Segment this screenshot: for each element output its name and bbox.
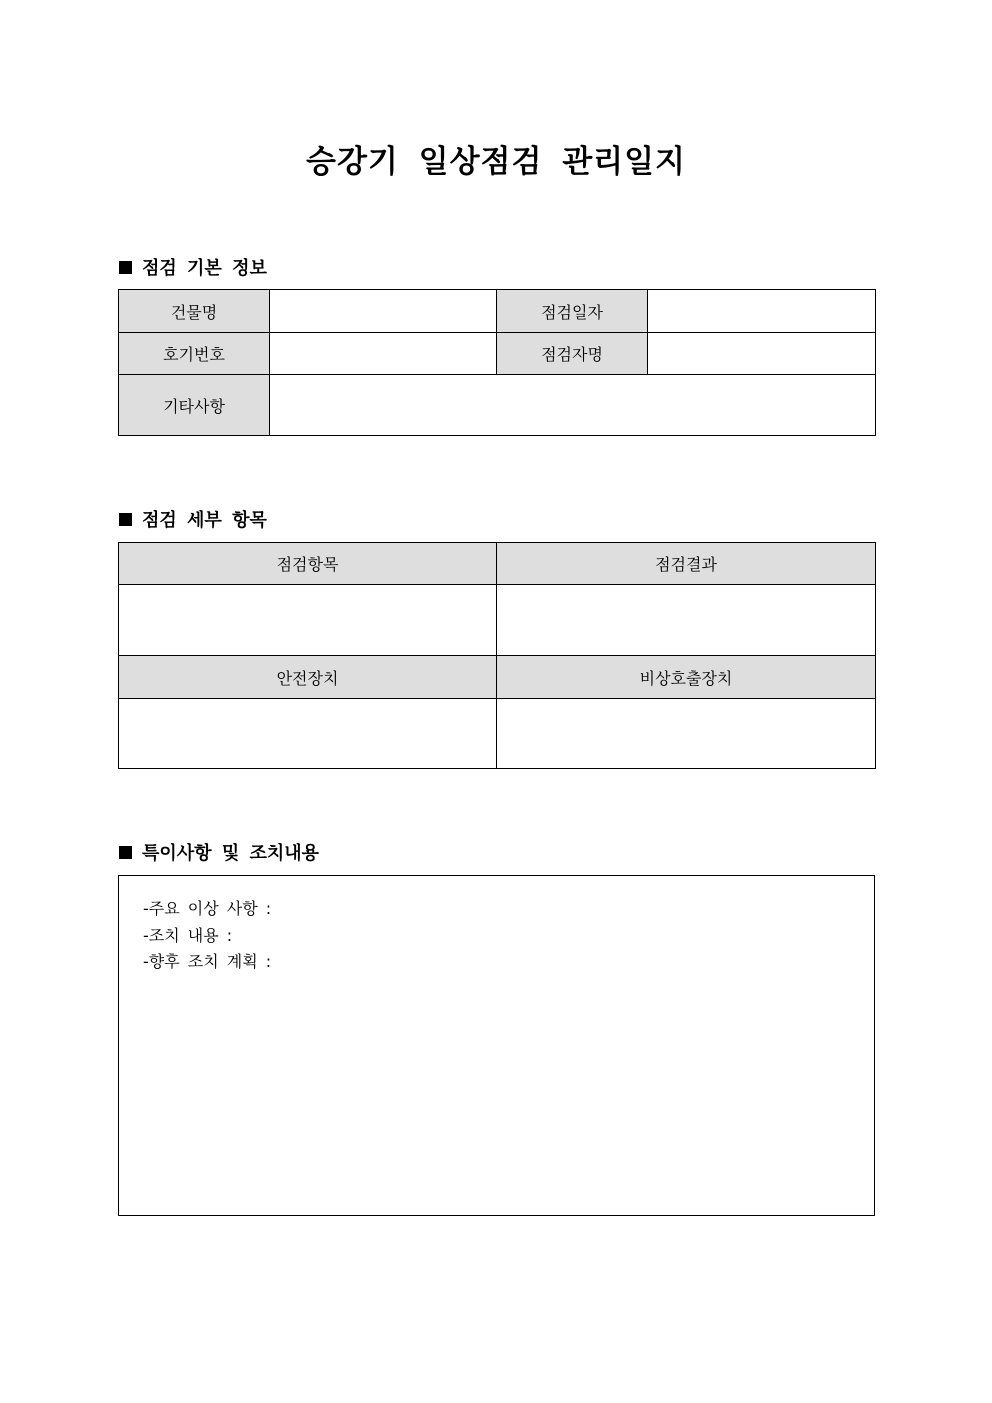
building-name-label: 건물명 bbox=[119, 290, 270, 333]
table-row bbox=[119, 656, 876, 699]
remarks-box[interactable] bbox=[118, 875, 875, 1216]
details-table bbox=[118, 542, 876, 769]
square-bullet-icon bbox=[119, 513, 132, 526]
remark-line-main-issues[interactable]: -주요 이상 사항 : bbox=[143, 899, 272, 918]
other-notes-label: 기타사항 bbox=[119, 375, 270, 436]
square-bullet-icon bbox=[119, 846, 132, 859]
building-name-field[interactable] bbox=[270, 290, 497, 333]
basic-info-table bbox=[118, 289, 876, 436]
table-row bbox=[119, 543, 876, 585]
table-row bbox=[119, 585, 876, 656]
section-heading-basic-info bbox=[119, 254, 267, 280]
unit-number-field[interactable] bbox=[270, 333, 497, 375]
table-row bbox=[119, 290, 876, 333]
emergency-call-field[interactable] bbox=[497, 699, 876, 769]
table-row bbox=[119, 333, 876, 375]
inspection-result-header: 점검결과 bbox=[497, 543, 876, 585]
square-bullet-icon bbox=[119, 261, 132, 274]
table-row bbox=[119, 699, 876, 769]
other-notes-field[interactable] bbox=[270, 375, 876, 436]
inspector-name-field[interactable] bbox=[648, 333, 876, 375]
remarks-lines bbox=[143, 896, 271, 976]
table-row bbox=[119, 375, 876, 436]
inspection-date-field[interactable] bbox=[648, 290, 876, 333]
inspector-name-label: 점검자명 bbox=[497, 333, 648, 375]
inspection-date-label: 점검일자 bbox=[497, 290, 648, 333]
remark-line-future-plan[interactable]: -향후 조치 계획 : bbox=[143, 952, 272, 971]
section-heading-remarks bbox=[119, 839, 319, 865]
page-title: 승강기 일상점검 관리일지 bbox=[306, 144, 686, 180]
inspection-item-field[interactable] bbox=[119, 585, 497, 656]
remark-line-actions-taken[interactable]: -조치 내용 : bbox=[143, 925, 233, 945]
section-heading-text: 점검 기본 정보 bbox=[142, 258, 267, 279]
section-heading-text: 점검 세부 항목 bbox=[142, 510, 267, 531]
section-heading-details bbox=[119, 506, 267, 532]
inspection-result-field[interactable] bbox=[497, 585, 876, 656]
emergency-call-header: 비상호출장치 bbox=[497, 656, 876, 699]
section-heading-text: 특이사항 및 조치내용 bbox=[142, 843, 320, 864]
inspection-item-header: 점검항목 bbox=[119, 543, 497, 585]
unit-number-label: 호기번호 bbox=[119, 333, 270, 375]
safety-device-header: 안전장치 bbox=[119, 656, 497, 699]
safety-device-field[interactable] bbox=[119, 699, 497, 769]
